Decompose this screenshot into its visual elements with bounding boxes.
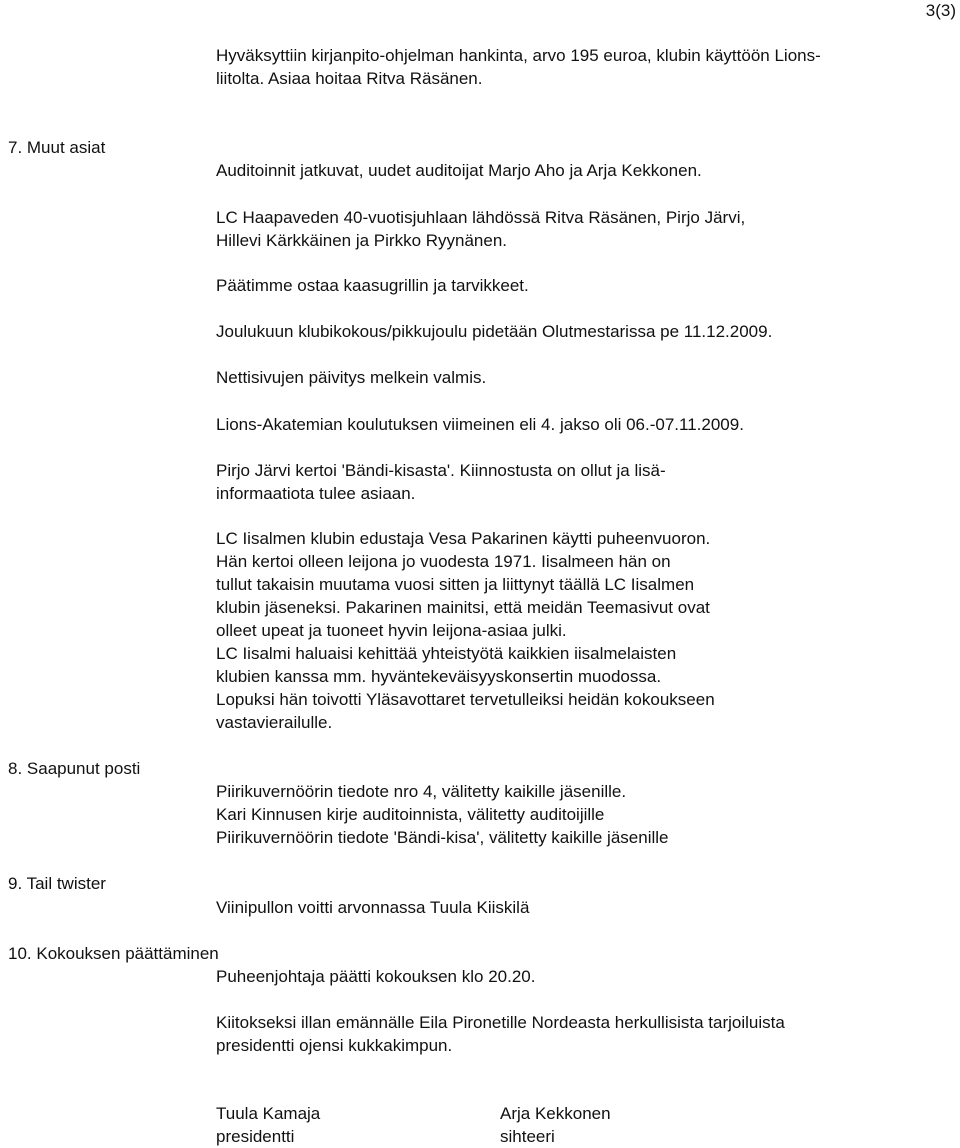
section-heading-saapunut-posti: 8. Saapunut posti [8,759,141,778]
muut-asiat-haapavesi [216,206,745,252]
paragraph-line: Hillevi Kärkkäinen ja Pirkko Ryynänen. [216,231,508,250]
paragraph-line: LC Iisalmen klubin edustaja Vesa Pakarinen käytti puheenvuoron. [216,529,711,548]
section-heading-paattaminen: 10. Kokouksen päättäminen [8,944,219,963]
paragraph-line: informaatiota tulee asiaan. [216,484,416,503]
paragraph-line: LC Iisalmi haluaisi kehittää yhteistyötä kaikkien iisalmelaisten [216,644,677,663]
paragraph-line: LC Haapaveden 40-vuotisjuhlaan lähdössä Ritva Räsänen, Pirjo Järvi, [216,208,746,227]
muut-asiat-akatemia [216,413,744,436]
paragraph-line: olleet upeat ja tuoneet hyvin leijona-asiaa julki. [216,621,567,640]
paragraph-line: Päätimme ostaa kaasugrillin ja tarvikkeet. [216,276,529,295]
list-item: Piirikuvernöörin tiedote nro 4, välitetty kaikille jäsenille. [216,782,627,801]
paragraph-line: vastavierailulle. [216,713,333,732]
paragraph-line: Kiitokseksi illan emännälle Eila Pironetille Nordeasta herkullisista tarjoiluista [216,1013,785,1032]
section-heading-muut-asiat: 7. Muut asiat [8,138,106,157]
tail-twister-text [216,896,529,919]
intro-line: liitolta. Asiaa hoitaa Ritva Räsänen. [216,69,483,88]
muut-asiat-auditoinnit [216,159,702,182]
paragraph-line: klubin jäseneksi. Pakarinen mainitsi, että meidän Teemasivut ovat [216,598,710,617]
intro-paragraph [216,44,821,90]
paragraph-line: Hän kertoi olleen leijona jo vuodesta 1971. Iisalmeen hän on [216,552,671,571]
paragraph-line: Nettisivujen päivitys melkein valmis. [216,368,487,387]
paragraph-line: Viinipullon voitti arvonnassa Tuula Kiiskilä [216,898,530,917]
muut-asiat-bandikisa [216,459,666,505]
signature-name: Arja Kekkonen [500,1104,611,1123]
muut-asiat-joulukuu [216,320,772,343]
page-number: 3(3) [925,1,956,20]
list-item: Piirikuvernöörin tiedote 'Bändi-kisa', välitetty kaikille jäsenille [216,828,669,847]
muut-asiat-lc-iisalmi [216,527,715,734]
signature-president [216,1102,320,1148]
paragraph-line: presidentti ojensi kukkakimpun. [216,1036,453,1055]
signature-role: presidentti [216,1127,295,1146]
paragraph-line: Joulukuun klubikokous/pikkujoulu pidetään Olutmestarissa pe 11.12.2009. [216,322,773,341]
signature-secretary [500,1102,611,1148]
list-item: Kari Kinnusen kirje auditoinnista, välitetty auditoijille [216,805,605,824]
paattaminen-thanks [216,1011,785,1057]
paragraph-line: Auditoinnit jatkuvat, uudet auditoijat Marjo Aho ja Arja Kekkonen. [216,161,702,180]
paattaminen-text [216,965,535,988]
signature-role: sihteeri [500,1127,555,1146]
section-heading-tail-twister: 9. Tail twister [8,874,106,893]
muut-asiat-kaasugrilli [216,274,529,297]
signature-name: Tuula Kamaja [216,1104,321,1123]
paragraph-line: Pirjo Järvi kertoi 'Bändi-kisasta'. Kiinnostusta on ollut ja lisä- [216,461,666,480]
saapunut-posti-list [216,780,668,849]
paragraph-line: Lopuksi hän toivotti Yläsavottaret tervetulleiksi heidän kokoukseen [216,690,715,709]
intro-line: Hyväksyttiin kirjanpito-ohjelman hankinta, arvo 195 euroa, klubin käyttöön Lions- [216,46,821,65]
paragraph-line: Puheenjohtaja päätti kokouksen klo 20.20. [216,967,536,986]
paragraph-line: Lions-Akatemian koulutuksen viimeinen eli 4. jakso oli 06.-07.11.2009. [216,415,744,434]
paragraph-line: tullut takaisin muutama vuosi sitten ja liittynyt täällä LC Iisalmen [216,575,695,594]
paragraph-line: klubien kanssa mm. hyväntekeväisyyskonsertin muodossa. [216,667,662,686]
muut-asiat-nettisivut [216,366,486,389]
